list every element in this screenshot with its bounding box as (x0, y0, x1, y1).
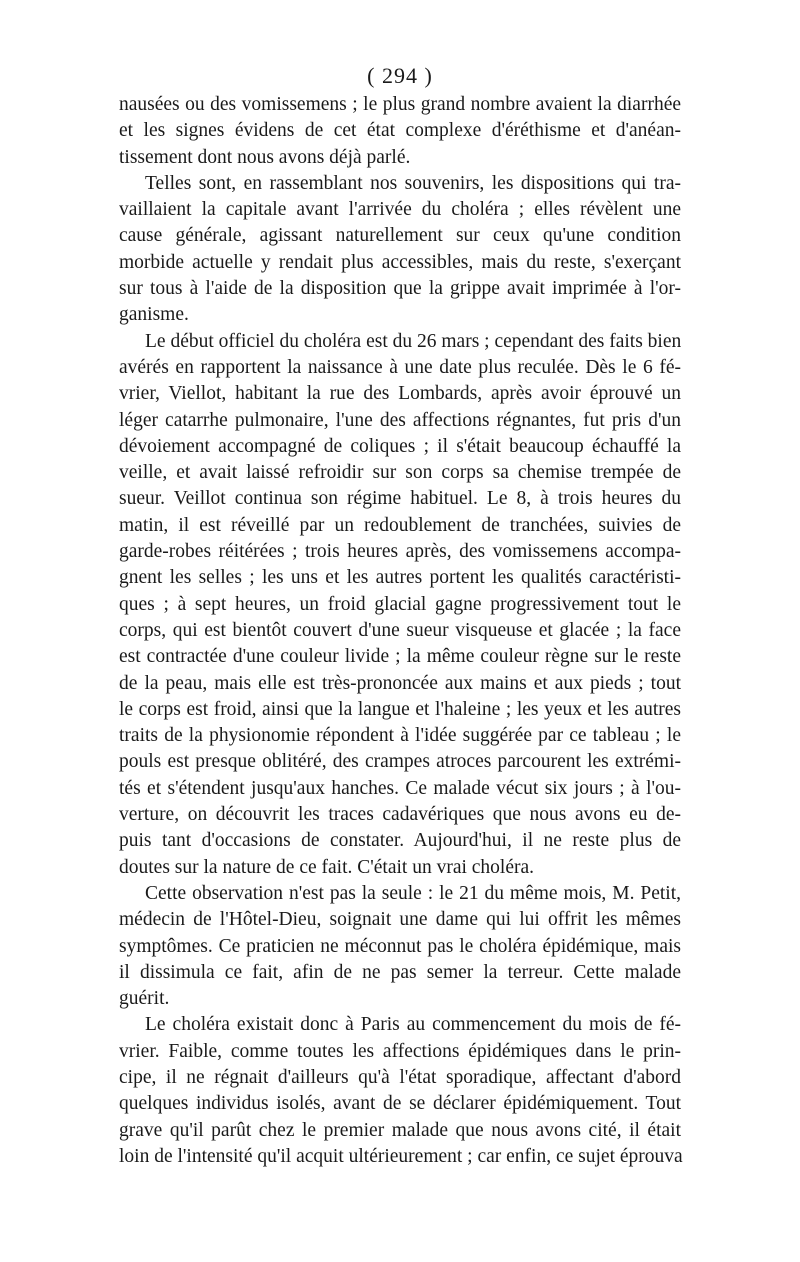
page-number: ( 294 ) (367, 63, 433, 88)
text-line: quelques individus isolés, avant de se déclarer épidémiquement. Tout (119, 1093, 681, 1115)
text-line: est contractée d'une couleur livide ; la même couleur règne sur le reste (119, 646, 681, 668)
text-line: puis tant d'occasions de constater. Aujourd'hui, il ne reste plus de (119, 830, 681, 852)
text-line: sueur. Veillot continua son régime habituel. Le 8, à trois heures du (119, 488, 681, 510)
text-line: corps, qui est bientôt couvert d'une sueur visqueuse et glacée ; la face (119, 619, 681, 641)
text-line: il dissimula ce fait, afin de ne pas semer la terreur. Cette malade (119, 961, 681, 983)
text-line: cause générale, agissant naturellement sur ceux qu'une condition (119, 225, 681, 247)
text-line: ganisme. (119, 304, 189, 326)
text-line: Le début officiel du choléra est du 26 mars ; cependant des faits bien (145, 330, 682, 352)
text-line: loin de l'intensité qu'il acquit ultérieurement ; car enfin, ce sujet éprouva (119, 1145, 683, 1167)
text-line: Cette observation n'est pas la seule : le 21 du même mois, M. Petit, (145, 882, 681, 904)
text-line: verture, on découvrit les traces cadavériques que nous avons eu de- (119, 804, 681, 826)
text-line: et les signes évidens de cet état complexe d'éréthisme et d'anéan- (119, 120, 681, 142)
text-line: médecin de l'Hôtel-Dieu, soignait une dame qui lui offrit les mêmes (119, 909, 681, 931)
text-line: vaillaient la capitale avant l'arrivée du choléra ; elles révèlent une (119, 199, 681, 221)
text-line: nausées ou des vomissemens ; le plus grand nombre avaient la diarrhée (119, 94, 681, 115)
text-line: pouls est presque oblitéré, des crampes atroces parcourent les extrémi- (119, 751, 681, 773)
text-line: Telles sont, en rassemblant nos souvenirs, les dispositions qui tra- (145, 172, 681, 194)
text-line: cipe, il ne régnait d'ailleurs qu'à l'état sporadique, affectant d'abord (119, 1066, 681, 1088)
text-line: veille, et avait laissé refroidir sur son corps sa chemise trempée de (119, 462, 681, 484)
text-line: ques ; à sept heures, un froid glacial gagne progressivement tout le (119, 593, 681, 615)
text-line: doutes sur la nature de ce fait. C'était un vrai choléra. (119, 856, 535, 878)
text-line: grave qu'il parût chez le premier malade que nous avons cité, il était (119, 1119, 681, 1141)
text-line: tés et s'étendent jusqu'aux hanches. Ce malade vécut six jours ; à l'ou- (119, 777, 681, 799)
text-line: gnent les selles ; les uns et les autres portent les qualités caractéristi- (119, 567, 681, 589)
text-line: symptômes. Ce praticien ne méconnut pas le choléra épidémique, mais (119, 935, 681, 957)
text-line: garde-robes réitérées ; trois heures après, des vomissemens accompa- (119, 541, 681, 563)
text-line: le corps est froid, ainsi que la langue et l'haleine ; les yeux et les autres (119, 698, 681, 720)
text-line: avérés en rapportent la naissance à une date plus reculée. Dès le 6 fé- (119, 356, 681, 378)
text-line: dévoiement accompagné de coliques ; il s'était beaucoup échauffé la (119, 435, 681, 457)
text-line: sur tous à l'aide de la disposition que la grippe avait imprimée à l'or- (119, 278, 681, 300)
text-line: vrier. Faible, comme toutes les affections épidémiques dans le prin- (119, 1040, 681, 1062)
text-line: Le choléra existait donc à Paris au commencement du mois de fé- (145, 1014, 681, 1036)
body-text (119, 92, 681, 1170)
text-line: traits de la physionomie répondent à l'idée suggérée par ce tableau ; le (119, 725, 681, 747)
text-line: vrier, Viellot, habitant la rue des Lombards, après avoir éprouvé un (119, 383, 681, 405)
text-line: morbide actuelle y rendait plus accessibles, mais du reste, s'exerçant (119, 251, 681, 273)
text-line: de la peau, mais elle est très-prononcée aux mains et aux pieds ; tout (119, 672, 681, 694)
text-line: guérit. (119, 988, 170, 1010)
text-line: léger catarrhe pulmonaire, l'une des affections régnantes, fut pris d'un (119, 409, 681, 431)
text-line: matin, il est réveillé par un redoublement de tranchées, suivies de (119, 514, 681, 536)
text-line: tissement dont nous avons déjà parlé. (119, 146, 411, 168)
